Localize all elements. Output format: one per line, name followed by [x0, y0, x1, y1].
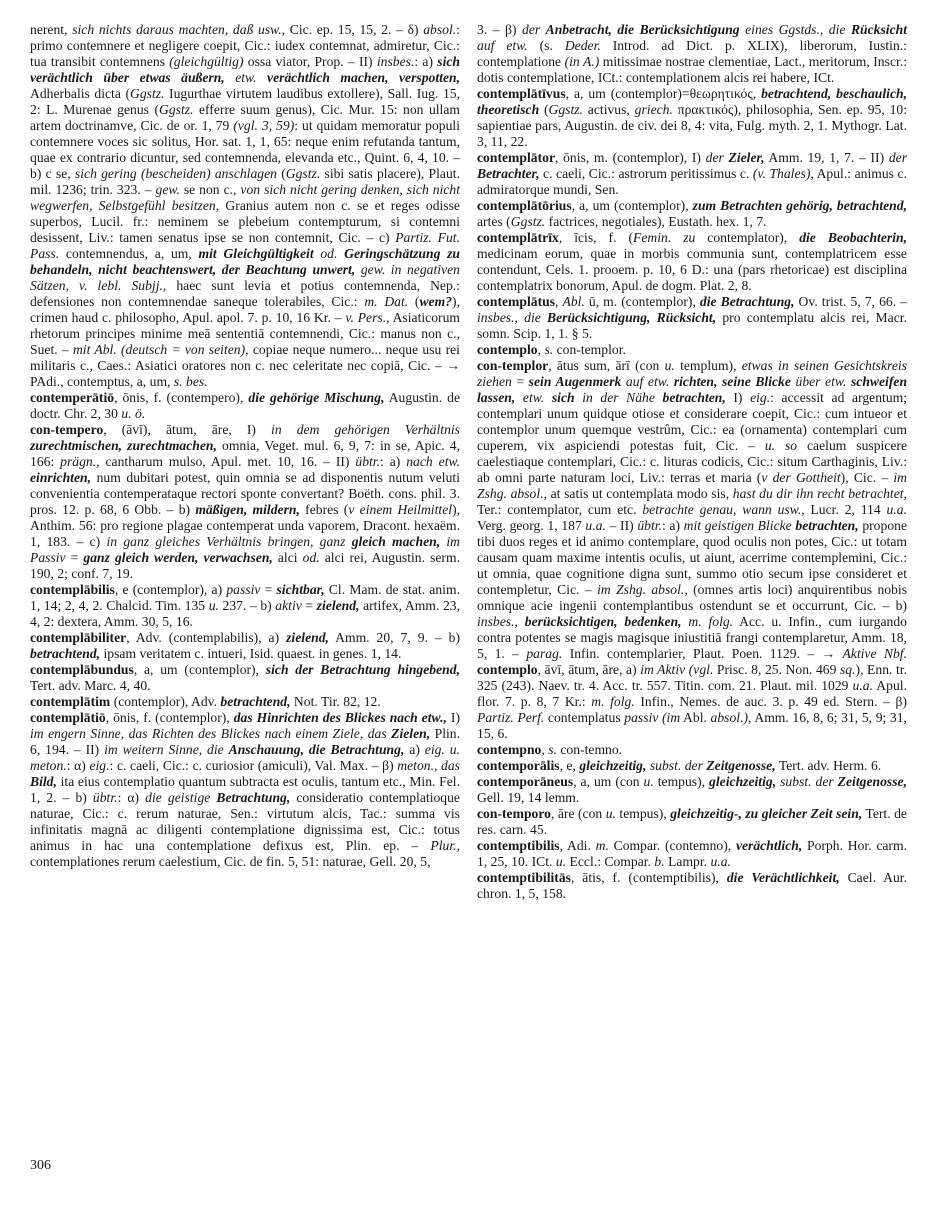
- dictionary-entry-contempno: contempno, s. con-temno.: [477, 742, 623, 757]
- dictionary-entry-con-temporo: con-temporo, āre (con u. tempus), gleichzeitig-, zu gleicher Zeit sein, Tert. de res. carn. 45.: [477, 806, 907, 837]
- dictionary-entry-contemplo: contemplo, s. con-templor.: [477, 342, 626, 357]
- dictionary-entry-contemplatim: contemplātim (contemplor), Adv. betrachtend, Not. Tir. 82, 12.: [30, 694, 381, 709]
- dictionary-entry-contemporalis: contemporālis, e, gleichzeitig, subst. der Zeitgenosse, Tert. adv. Herm. 6.: [477, 758, 882, 773]
- dictionary-entry-contemperatio: contemperātiō, ōnis, f. (contempero), die gehörige Mischung, Augustin. de doctr. Chr. 2, 30 u. ö.: [30, 390, 460, 421]
- dictionary-entry-con-templor: con-templor, ātus sum, ārī (con u. templum), etwas in seinen Gesichtskreis ziehen = sein Augenmerk auf etw. richten, seine Blicke über etw. schweifen lassen, etw. sich in der Nähe betrachten, I) eig.: accessit ad argentum; contemplari unum quidque otiose et considerare coepit, Cic.: cum intueor et contemplor unum quemque vestrûm, Cic.: ea (ornamenta) contemplari cum cuperem, vix aspiciendi potestas fuit, Cic. – u. so caelum suspicere caelestiaque contemplari, Cic.: c. lituras codicis, Cic.: situm Carthaginis, Liv.: ab omni parte naturam loci, Liv.: terras et maria (v der Gottheit), Cic. – im Zshg. absol., at satis ut contemplata modo sis, hast du dir ihn recht betrachtet, Ter.: contemplator, cum etc. betrachte genau, wann usw., Lucr. 2, 114 u.a. Verg. georg. 1, 187 u.a. – II) übtr.: a) mit geistigen Blicke betrachten, propone tibi duos reges et id animo contemplare, quod oculis non potes, Cic.: ut totam causam quam maxime intentis oculis, ut aiunt, acerrime contemplemini, Cic.: ut omnia, quae cognitione digna sunt, summo otio secum ipse consideret et contempletur, Cic. – im Zshg. absol., (omnes artis loci) anquirentibus nobis omnique acie ingenii contemplantibus ostendunt se et occurrunt, Cic. – b) insbes., berücksichtigen, bedenken, m. folg. Acc. u. Infin., cum iurgando contra potentes se magis magisque iniustitiā frangi contemplaretur, Amm. 18, 5, 1. – parag. Infin. contemplarier, Plaut. Poen. 1129. – → Aktive Nbf. contemplo, āvī, ātum, āre, a) im Aktiv (vgl. Prisc. 8, 25. Non. 469 sq.), Enn. tr. 325 (243). Naev. tr. 4. Acc. tr. 557. Titin. com. 21. Plaut. mil. 1029 u.a. Apul. flor. 7. p. 8, 7 Kr.: m. folg. Infin., Nemes. de auc. 3. p. 49 ed. Stern. – β) Partiz. Perf. contemplatus passiv (im Abl. absol.), Amm. 16, 8, 6; 31, 5, 9; 31, 15, 6.: [477, 358, 908, 741]
- dictionary-entry-contemplatio: contemplātiō, ōnis, f. (contemplor), das Hinrichten des Blickes nach etw., I) im engern Sinne, das Richten des Blickes nach einem Ziele, das Zielen, Plin. 6, 194. – II) im weitern Sinne, die Anschauung, die Betrachtung, a) eig. u. meton.: α) eig.: c. caeli, Cic.: c. curiosior (amiculi), Val. Max. – β) meton., das Bild, ita eius contemplatio quantum subtracta est oculis, tantum etc., Min. Fel. 1, 2. – b) übtr.: α) die geistige Betrachtung, consideratio contemplatioque naturae, Cic.: c. rerum naturae, Sen.: virtutum alcis, Tac.: summa vis infinitatis magnā ac diligenti contemplatione dignissima est, Cic.: totus animus in hac una contemplatione defixus est, Plin. ep. – Plur., contemplationes rerum caelestium, Cic. de fin. 5, 51: naturae, Gell. 20, 5,: [30, 710, 461, 869]
- dictionary-entry-con-tempero: con-tempero, (āvī), ātum, āre, I) in dem gehörigen Verhältnis zurechtmischen, zurechtmachen, omnia, Veget. mul. 6, 9, 7: in se, Apic. 4, 166: prägn., cantharum mulso, Apul. met. 10, 16. – II) übtr.: a) nach etw. einrichten, num dubitari potest, quin omnia se ad disponentis nutum veluti convenientia contemperataque rectori sponte convertant? Boëth. cons. phil. 3. pros. 12. p. 68, 6 Obb. – b) mäßigen, mildern, febres (v einem Heilmittel), Anthim. 56: pro regione plagae contemperat unda vaporem, Dracont. hexaëm. 1, 183. – c) in ganz gleiches Verhältnis bringen, ganz gleich machen, im Passiv = ganz gleich werden, verwachsen, alci od. alci rei, Augustin. serm. 190, 2; conf. 7, 19.: [30, 422, 461, 581]
- dictionary-entry-contemplabundus: contemplābundus, a, um (contemplor), sich der Betrachtung hingebend, Tert. adv. Marc. 4, 40.: [30, 662, 460, 693]
- dictionary-entry-contemplator: contemplātor, ōnis, m. (contemplor), I) der Zieler, Amm. 19, 1, 7. – II) der Betrachter, c. caeli, Cic.: astrorum peritissimus c. (v. Thales), Apul.: animus c. admiratorque mundi, Sen.: [477, 150, 908, 197]
- left-column: [30, 22, 460, 902]
- dictionary-entry-con-temno-continuation: nerent, sich nichts daraus machten, daß usw., Cic. ep. 15, 15, 2. – δ) absol.: primo contemnere et negligere coepit, Cic.: iudex contemnat, admiretur, Cic.: tua transibit contemnens (gleichgültig) ossa viator, Prop. – II) insbes.: a) sich verächtlich über etwas äußern, etw. verächtlich machen, verspotten, Adherbalis dicta (Ggstz. Iugurthae virtutem laudibus extollere), Sall. Iug. 15, 2: L. Murenae genus (Ggstz. efferre suum genus), Cic. Mur. 15: non ullam artem doctrinamve, Cic. de or. 1, 79 (vgl. 3, 59): ut quidam memoratur populi contemnere voces sic solitus, Hor. sat. 1, 1, 65: neque enim refutanda tantum, quae ex contrario dicuntur, sed contemnenda, elevanda etc., Quint. 6, 4, 10. – b) c se, sich gering (bescheiden) anschlagen (Ggstz. sibi satis placere), Plaut. mil. 1236; trin. 323. – gew. se non c., von sich nicht gering denken, sich nicht wegwerfen, Selbstgefühl besitzen, Granius autem non c. se et reges odisse superbos, Lucil. fr.: neminem se plebeium contempturum, si contemni desissent, Liv.: tamen senatus ipse se non contemnit, Cic. – c) Partiz. Fut. Pass. contemnendus, a, um, mit Gleichgültigkeit od. Geringschätzung zu behandeln, nicht beachtenswert, der Beachtung unwert, gew. in negativen Sätzen, v. lebl. Subjj., haec sunt levia et potius contemnenda, Nep.: defensiones non contemnendae saneque tolerabiles, Cic.: m. Dat. (wem?), crimen haud c. philosopho, Apul. apol. 7. p. 10, 16 Kr. – v. Pers., Asiaticorum rhetorum principes minime meā sententiā contemnendi, Cic.: manus non c., Suet. – mit Abl. (deutsch = von seiten), copiae neque numero... neque usu rei militaris c., Caes.: Asiatici oratores non c. nec celeritate nec copiā, Cic. – → PAdi., contemptus, a, um, s. bes.: [30, 22, 461, 389]
- text-columns: [30, 22, 907, 902]
- dictionary-entry-contemplabiliter: contemplābiliter, Adv. (contemplabilis), a) zielend, Amm. 20, 7, 9. – b) betrachtend, ipsam veritatem c. intueri, Isid. quaest. in genes. 1, 14.: [30, 630, 461, 661]
- dictionary-entry-contemplatio-continuation: 3. – β) der Anbetracht, die Berücksichtigung eines Ggstds., die Rücksicht auf etw. (s. Deder. Introd. ad Dict. p. XLIX), liberorum, Iustin.: contemplatione (in A.) mitissimae nostrae clementiae, Lact., meritorum, Inscr.: dotis contemplatione, ICt.: contemplationem alcis rei habere, ICt.: [477, 22, 908, 85]
- dictionary-entry-contemplatus: contemplātus, Abl. ū, m. (contemplor), die Betrachtung, Ov. trist. 5, 7, 66. – insbes., die Berücksichtigung, Rücksicht, pro contemplatu alcis rei, Macr. somn. Scip. 1, 1. § 5.: [477, 294, 907, 341]
- page-number: 306: [30, 1158, 51, 1173]
- dictionary-entry-contemporaneus: contemporāneus, a, um (con u. tempus), gleichzeitig, subst. der Zeitgenosse, Gell. 19, 14 lemm.: [477, 774, 907, 805]
- dictionary-entry-contemptibilitas: contemptibilitās, ātis, f. (contemptibilis), die Verächtlichkeit, Cael. Aur. chron. 1, 5, 158.: [477, 870, 907, 901]
- dictionary-entry-contemplatrix: contemplātrīx, īcis, f. (Femin. zu contemplator), die Beobachterin, medicinam eorum, quae in morbis communia sunt, contemplatricem esse contendunt, Cels. 1. prooem. p. 10, 6 D.: una (pars rhetoricae) est disciplina contemplatrix bonorum, Apul. de dogm. Plat. 2, 8.: [477, 230, 907, 293]
- dictionary-entry-contemplabilis: contemplābilis, e (contemplor), a) passiv = sichtbar, Cl. Mam. de stat. anim. 1, 14; 2, 4, 2. Chalcid. Tim. 135 u. 237. – b) aktiv = zielend, artifex, Amm. 23, 4, 2: dextera, Amm. 30, 5, 16.: [30, 582, 461, 629]
- right-column: [477, 22, 907, 902]
- dictionary-entry-contemplativus: contemplātīvus, a, um (contemplor)=θεωρητικός, betrachtend, beschaulich, theoretisch (Ggstz. activus, griech. πρακτικός), philosophia, Sen. ep. 95, 10: sapientiae pars, Augustin. de civ. dei 8, 4: vita, Fulg. myth. 2, 1. Mythogr. Lat. 3, 11, 22.: [477, 86, 908, 149]
- dictionary-entry-contemptibilis: contemptibilis, Adi. m. Compar. (contemno), verächtlich, Porph. Hor. carm. 1, 25, 10. ICt. u. Eccl.: Compar. b. Lampr. u.a.: [477, 838, 907, 869]
- dictionary-entry-contemplatorius: contemplātōrius, a, um (contemplor), zum Betrachten gehörig, betrachtend, artes (Ggstz. factrices, negotiales), Eustath. hex. 1, 7.: [477, 198, 907, 229]
